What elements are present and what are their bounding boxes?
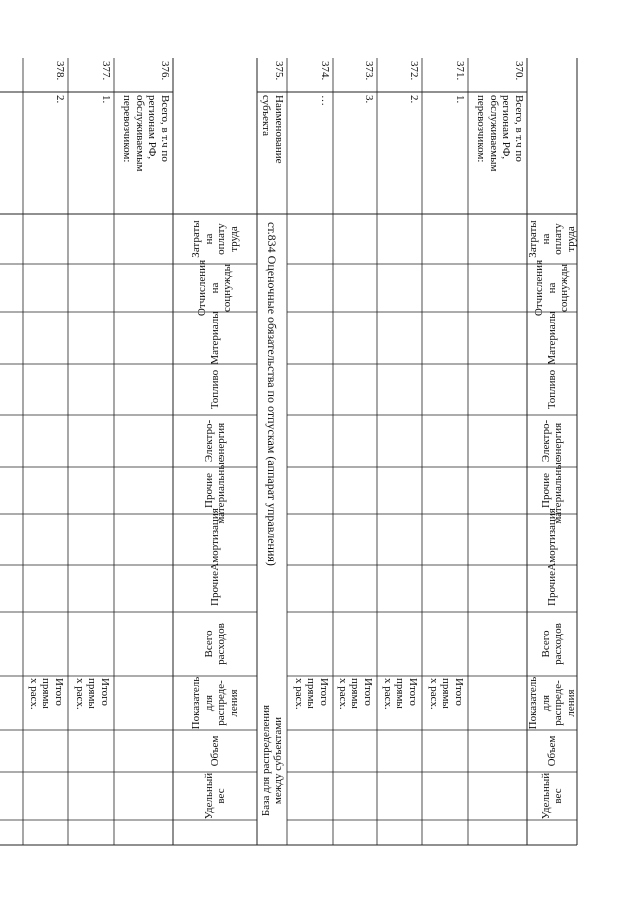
block1-header-col-3: Материалы [545,311,558,365]
block2-header-col-5: Электро- энергия [202,419,227,463]
block2-header-col-1: Затраты на оплату труда [190,220,240,258]
block1-header-col-8: Прочие [545,571,558,606]
block2-row-name: 2. [54,95,66,104]
block2-row-number: 376. [159,61,171,81]
block2-row-indicator: Итого прямы х расх. [28,678,65,710]
block2-header-col-6: Прочие материальные [202,457,227,524]
block1-row-indicator: Итого прямы х расх. [428,678,465,710]
block2-row-name: 1. [100,95,112,104]
block1-row-number: 374. [319,61,331,81]
block1-header-col-10: Показатель для распреде- ления [527,676,577,730]
block1-row-number: 370. [513,61,525,81]
block1-row-name: 3. [363,95,375,104]
section375-banner: ст.834 Оценочные обязательства по отпускам (аппарат управления) [265,222,280,566]
block1-header-col-12: Удельный вес [539,772,564,820]
block1-header-col-7: Амортизация [545,508,558,571]
block1-header-col-2: Отчисления на соцнужды [533,259,571,317]
block1-row-indicator: Итого прямы х расх. [293,678,330,710]
block2-header-col-10: Показатель для распреде- ления [190,676,240,730]
block1-row-indicator: Итого прямы х расх. [382,678,419,710]
section375-subject-name: Наименование субъекта [260,95,285,164]
block2-row-indicator: Итого прямы х расх. [74,678,111,710]
block1-row-number: 371. [454,61,466,81]
block1-header-col-11: Объем [545,735,558,767]
block1-row-name: Всего, в т.ч по регионам РФ, обслуживаемым перевозчиком: [475,95,525,172]
block1-row-name: 1. [454,95,466,104]
block1-row-number: 373. [363,61,375,81]
section375-number: 375. [273,61,285,81]
block2-header-col-3: Материалы [208,311,221,365]
block1-row-number: 372. [408,61,420,81]
distribution-base-label: База для распределения между субъектами [260,704,284,817]
block1-header-col-9: Всего расходов [539,623,564,665]
block2-header-col-8: Прочие [208,571,221,606]
block2-header-col-7: Амортизация [208,508,221,571]
block2-header-col-2: Отчисления на соцнужды [196,259,234,317]
block1-header-col-1: Затраты на оплату труда [527,220,577,258]
block1-header-col-5: Электро- энергия [539,419,564,463]
block2-header-col-11: Объем [208,735,221,767]
block1-header-col-6: Прочие материальные [539,457,564,524]
block2-header-col-12: Удельный вес [202,772,227,820]
block1-row-indicator: Итого прямы х расх. [337,678,374,710]
block2-row-name: Всего, в т.ч по регионам РФ, обслуживаемым перевозчиком: [121,95,171,172]
block1-row-name: … [319,95,331,106]
block1-header-col-4: Топливо [545,369,558,410]
block2-header-col-4: Топливо [208,369,221,410]
block2-row-number: 378. [54,61,66,81]
block1-row-name: 2. [408,95,420,104]
block2-row-number: 377. [100,61,112,81]
block2-header-col-9: Всего расходов [202,623,227,665]
